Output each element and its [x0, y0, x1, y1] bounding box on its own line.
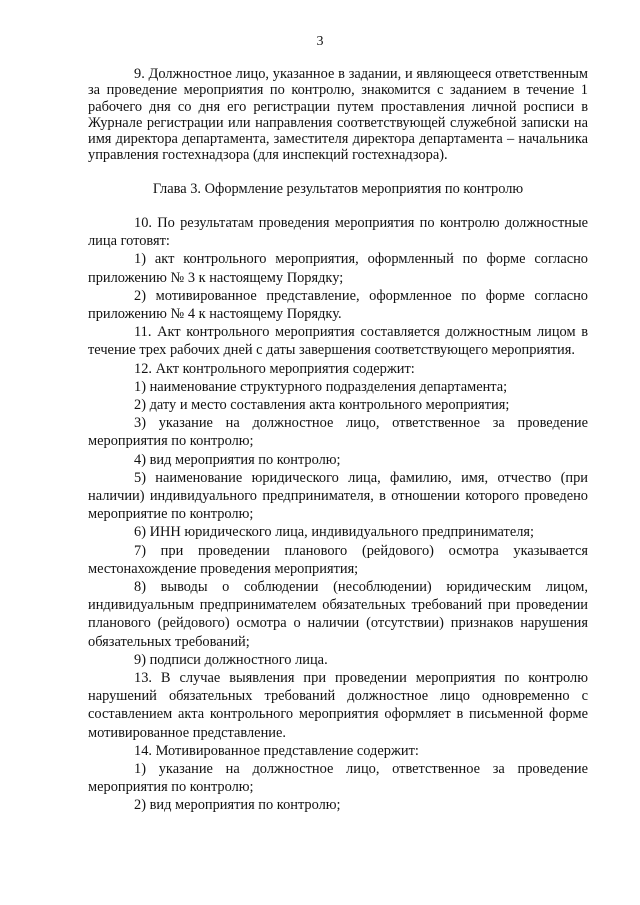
paragraph: 10. По результатам проведения мероприятия по контролю должностные лица готовят: [88, 214, 588, 250]
paragraph: 1) наименование структурного подразделения департамента; [134, 378, 508, 395]
paragraph: 2) вид мероприятия по контролю; [134, 797, 341, 814]
chapter-heading: Глава 3. Оформление результатов мероприятия по контролю [152, 180, 524, 197]
paragraph: 2) дату и место составления акта контрольного мероприятия; [134, 397, 510, 414]
document-body [88, 66, 588, 815]
paragraph: 3) указание на должностное лицо, ответственное за проведение мероприятия по контролю; [88, 415, 588, 450]
paragraph: 1) акт контрольного мероприятия, оформленный по форме согласно приложению № 3 к настоящему Порядку; [88, 251, 588, 286]
paragraph: 8) выводы о соблюдении (несоблюдении) юридическим лицом, индивидуальным предпринимателем обязательных требований при проведении планового (рейдового) осмотра о наличии (отсутствии) признаков нарушения обязательных требований; [88, 579, 588, 650]
paragraph: 7) при проведении планового (рейдового) осмотра указывается местонахождение проведения мероприятия; [88, 542, 588, 577]
paragraph: 12. Акт контрольного мероприятия содержит: [134, 360, 415, 377]
paragraph: 6) ИНН юридического лица, индивидуального предпринимателя; [134, 524, 535, 541]
chapter-paragraphs [88, 214, 588, 815]
paragraph: 14. Мотивированное представление содержит: [134, 742, 419, 759]
paragraph: 11. Акт контрольного мероприятия составляется должностным лицом в течение трех рабочих дней с даты завершения соответствующего мероприятия. [88, 324, 588, 359]
paragraph: 4) вид мероприятия по контролю; [134, 451, 341, 468]
paragraph-9: 9. Должностное лицо, указанное в задании, и являющееся ответственным за проведение мероприятия по контролю, знакомится с заданием в течение 1 рабочего дня со дня его регистрации путем проставления личной росписи в Журнале регистрации или направления соответствующей служебной записки на имя директора департамента, заместителя директора департамента – начальника управления гостехнадзора (для инспекций гостехнадзора). [88, 66, 588, 164]
paragraph: 1) указание на должностное лицо, ответственное за проведение мероприятия по контролю; [88, 761, 588, 796]
paragraph: 9) подписи должностного лица. [134, 651, 328, 668]
page-number: 3 [316, 34, 324, 49]
paragraph: 13. В случае выявления при проведении мероприятия по контролю нарушений обязательных требований должностное лицо одновременно с составлением акта контрольного мероприятия оформляет в письменной форме мотивированное представление. [88, 670, 588, 741]
paragraph: 2) мотивированное представление, оформленное по форме согласно приложению № 4 к настоящему Порядку. [88, 287, 588, 322]
paragraph: 5) наименование юридического лица, фамилию, имя, отчество (при наличии) индивидуального предпринимателя, в отношении которого проведено мероприятие по контролю; [88, 469, 588, 523]
